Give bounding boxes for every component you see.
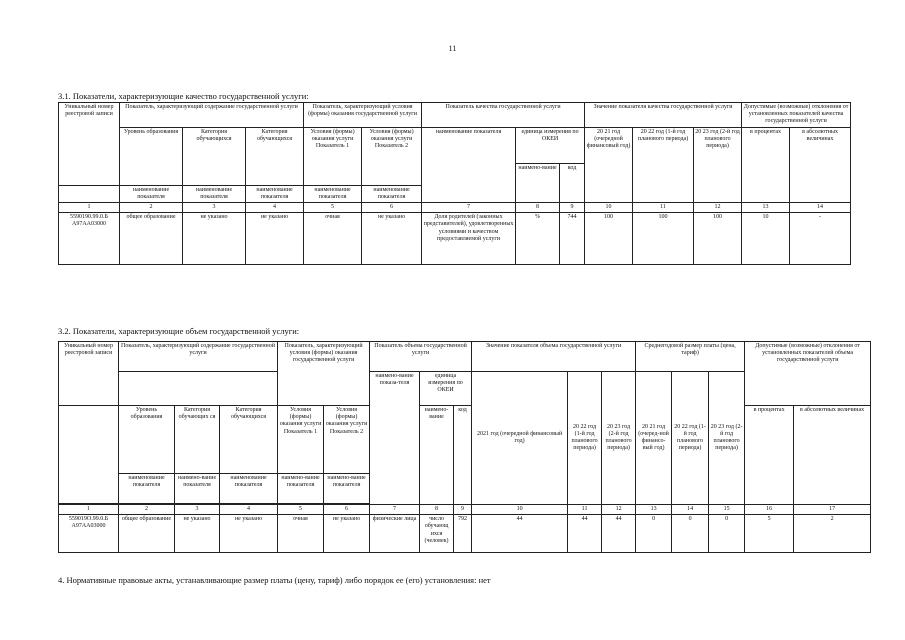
col-cond2: Условия (формы) оказания услуги Показатель 2 bbox=[324, 406, 370, 474]
col-okei: единица измерения по ОКЕИ bbox=[516, 127, 585, 163]
cell-year-2: 100 bbox=[633, 213, 694, 265]
cell-volume-year-2: 44 bbox=[568, 515, 602, 553]
col-number: 4 bbox=[246, 202, 304, 212]
col-number: 13 bbox=[636, 505, 672, 515]
section-3-1-title: 3.1. Показатели, характеризующие качество государственной услуги: bbox=[58, 91, 309, 101]
col-absolute: в абсолютных величинах bbox=[790, 127, 851, 202]
indicator-name-cell: наименование показателя bbox=[362, 185, 422, 202]
col-number: 8 bbox=[420, 505, 454, 515]
col-quality-value: Значение показателя качества государственной услуги bbox=[585, 103, 742, 128]
indicator-name-cell: наименование показателя bbox=[246, 185, 304, 202]
col-category-b: Категория обучающихся bbox=[246, 127, 304, 185]
col-absolute: в абсолютных величинах bbox=[794, 406, 871, 505]
col-number: 14 bbox=[672, 505, 709, 515]
cell-cond2: не указано bbox=[362, 213, 422, 265]
cell-code: 792 bbox=[454, 515, 472, 553]
col-deviation: Допустимые (возможные) отклонения от установленных показателей качества государственной услуги bbox=[742, 103, 851, 128]
col-number: 16 bbox=[745, 505, 794, 515]
col-year-3: 20 23 год (2-й год планового периода) bbox=[694, 127, 742, 202]
col-unit-code: код bbox=[454, 406, 472, 505]
indicator-name-cell: наименование показателя bbox=[183, 185, 246, 202]
col-number: 6 bbox=[324, 505, 370, 515]
col-fee-year-2: 20 22 год (1-й год планового периода) bbox=[672, 372, 709, 505]
col-year-2: 20 22 год (1-й год планового периода) bbox=[633, 127, 694, 202]
col-unit-code: код bbox=[560, 163, 585, 202]
col-deviation: Допустимые (возможные) отклонения от установленных показателей объема государственной услуги bbox=[745, 342, 871, 406]
col-number: 10 bbox=[472, 505, 568, 515]
header-spacer bbox=[119, 372, 278, 406]
col-number: 11 bbox=[633, 202, 694, 212]
col-number: 5 bbox=[304, 202, 362, 212]
col-number: 12 bbox=[694, 202, 742, 212]
cell-year-1: 100 bbox=[585, 213, 633, 265]
col-number: 3 bbox=[175, 505, 220, 515]
indicator-name-cell: наимено-вание показателя bbox=[324, 474, 370, 504]
col-level: Уровень образования bbox=[120, 127, 183, 185]
col-number: 1 bbox=[59, 202, 120, 212]
cell-category: не указано bbox=[175, 515, 220, 553]
col-number: 9 bbox=[454, 505, 472, 515]
col-cond1: Условия (формы) оказания услуги Показатель 1 bbox=[278, 406, 324, 474]
cell-unit: число обучающ ихся (человек) bbox=[420, 515, 454, 553]
col-conditions-indicator: Показатель, характеризующий условия (формы) оказания государственной услуги bbox=[278, 342, 370, 406]
col-year-1: 20 21 год (очередной финансовый год) bbox=[585, 127, 633, 202]
col-unique-record: Уникальный номер реестровой записи bbox=[59, 103, 120, 186]
col-number: 8 bbox=[516, 202, 560, 212]
col-level: Уровень образования bbox=[119, 406, 175, 474]
col-percent: в процентах bbox=[745, 406, 794, 505]
col-percent: в процентах bbox=[742, 127, 790, 202]
col-number: 7 bbox=[370, 505, 420, 515]
cell-percent: 10 bbox=[742, 213, 790, 265]
col-unique-empty bbox=[59, 185, 120, 202]
col-number: 2 bbox=[120, 202, 183, 212]
col-fee-year-3: 20 23 год (2-й год планового периода) bbox=[709, 372, 745, 505]
col-number: 11 bbox=[568, 505, 602, 515]
col-number: 12 bbox=[602, 505, 636, 515]
col-number: 15 bbox=[709, 505, 745, 515]
cell-indicator-name: Доля родителей (законных представителей), удовлетворенных условиями и качеством предоставляемой услуги bbox=[422, 213, 516, 265]
indicator-name-cell: наименование показателя bbox=[120, 185, 183, 202]
cell-unit: % bbox=[516, 213, 560, 265]
col-fee-year-1: 20 21 год (очеред-ной финансо-вый год) bbox=[636, 372, 672, 505]
col-number: 1 bbox=[59, 505, 119, 515]
cell-category-b: не указано bbox=[246, 213, 304, 265]
cell-record-id: 5590190.99.0.Б А97АА03000 bbox=[59, 213, 120, 265]
col-unique-record: Уникальный номер реестровой записи bbox=[59, 342, 119, 406]
cell-level: общее образование bbox=[119, 515, 175, 553]
col-unique-empty bbox=[59, 406, 119, 504]
cell-volume-year-1: 44 bbox=[472, 515, 568, 553]
indicator-name-cell: наимено-вание показателя bbox=[278, 474, 324, 504]
cell-code: 744 bbox=[560, 213, 585, 265]
col-category: Категория обучающихся bbox=[183, 127, 246, 185]
col-indicator-name: наимено-вание показа-теля bbox=[370, 372, 420, 505]
indicator-name-cell: наимено-вание показателя bbox=[175, 474, 220, 504]
col-number: 10 bbox=[585, 202, 633, 212]
cell-record-id: 559019О.99.0.Б А97АА03000 bbox=[59, 515, 119, 553]
cell-cond2: не указано bbox=[324, 515, 370, 553]
cell-indicator-name: физические лица bbox=[370, 515, 420, 553]
cell-category: не указано bbox=[183, 213, 246, 265]
section-4-text: 4. Нормативные правовые акты, устанавливающие размер платы (цену, тариф) либо порядок ее (его) установления: нет bbox=[58, 575, 491, 585]
quality-indicators-table bbox=[58, 102, 851, 265]
col-number: 5 bbox=[278, 505, 324, 515]
col-volume-value: Значение показателя объема государственной услуги bbox=[472, 342, 636, 372]
cell-cond1: очная bbox=[278, 515, 324, 553]
cell-fee-year-2: 0 bbox=[672, 515, 709, 553]
col-number: 14 bbox=[790, 202, 851, 212]
col-volume-year-2: 20 22 год (1-й год планового периода) bbox=[568, 372, 602, 505]
indicator-name-cell: наименование показателя bbox=[220, 474, 278, 504]
cell-year-3: 100 bbox=[694, 213, 742, 265]
col-cond1: Условия (формы) оказания услуги Показатель 1 bbox=[304, 127, 362, 185]
volume-indicators-table bbox=[58, 341, 871, 553]
cell-level: общее образование bbox=[120, 213, 183, 265]
col-volume-year-3: 20 23 год (2-й год планового периода) bbox=[602, 372, 636, 505]
cell-volume-year-3: 44 bbox=[602, 515, 636, 553]
col-unit-name: наимено-вание bbox=[420, 406, 454, 505]
cell-category-b: не указано bbox=[220, 515, 278, 553]
col-category-b: Категория обучающихся bbox=[220, 406, 278, 474]
col-number: 3 bbox=[183, 202, 246, 212]
section-3-2-title: 3.2. Показатели, характеризующие объем государственной услуги: bbox=[58, 326, 300, 336]
col-number: 2 bbox=[119, 505, 175, 515]
col-cond2: Условия (формы) оказания услуги Показатель 2 bbox=[362, 127, 422, 185]
col-number: 4 bbox=[220, 505, 278, 515]
col-content-indicator: Показатель, характеризующий содержание государственной услуги bbox=[119, 342, 278, 372]
col-number: 6 bbox=[362, 202, 422, 212]
cell-fee-year-1: 0 bbox=[636, 515, 672, 553]
page-number: 11 bbox=[448, 44, 457, 53]
col-volume-year-1: 2021 год (очередной финансовый год) bbox=[472, 372, 568, 505]
col-okei: единица измерения по ОКЕИ bbox=[420, 372, 472, 406]
cell-absolute: 2 bbox=[794, 515, 871, 553]
col-number: 7 bbox=[422, 202, 516, 212]
cell-percent: 5 bbox=[745, 515, 794, 553]
col-category: Категория обучающих ся bbox=[175, 406, 220, 474]
cell-absolute: - bbox=[790, 213, 851, 265]
col-volume-indicator: Показатель объема государственной услуги bbox=[370, 342, 472, 372]
col-number: 13 bbox=[742, 202, 790, 212]
cell-fee-year-3: 0 bbox=[709, 515, 745, 553]
col-quality-indicator: Показатель качества государственной услуги bbox=[422, 103, 585, 128]
col-conditions-indicator: Показатель, характеризующий условия (формы) оказания государственной услуги bbox=[304, 103, 422, 128]
cell-cond1: очная bbox=[304, 213, 362, 265]
indicator-name-cell: наименование показателя bbox=[304, 185, 362, 202]
col-number: 9 bbox=[560, 202, 585, 212]
col-unit-name: наимено-вание bbox=[516, 163, 560, 202]
indicator-name-cell: наименование показателя bbox=[119, 474, 175, 504]
col-number: 17 bbox=[794, 505, 871, 515]
col-indicator-name: наименование показателя bbox=[422, 127, 516, 202]
col-average-fee: Среднегодовой размер платы (цена, тариф) bbox=[636, 342, 745, 372]
col-content-indicator: Показатель, характеризующий содержание государственной услуги bbox=[120, 103, 304, 128]
